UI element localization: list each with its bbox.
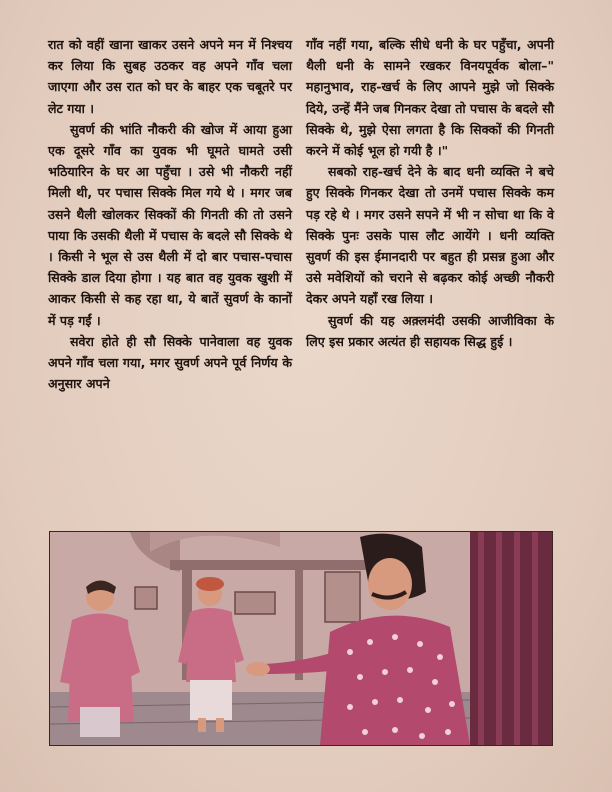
left-text-column <box>48 34 292 394</box>
story-illustration <box>49 531 553 746</box>
left-paragraph-2: सुवर्ण की भांति नौकरी की खोज में आया हुआ एक दूसरे गाँव का युवक भी घूमते घामते उसी भठियारिन के घर आ पहुँचा । उसे भी नौकरी नहीं मिली थी, पर पचास सिक्के मिल गये थे । मगर जब उसने थैली खोलकर सिक्कों की गिनती की तो उसने पाया कि उसकी थैली में पचास के बदले सौ सिक्के थे । किसी ने भूल से उस थैली में दो बार पचास-पचास सिक्के डाल दिया होगा । यह बात वह युवक खुशी में आकर किसी से कह रहा था, ये बातें सुवर्ण के कानों में पड़ गईं । <box>48 121 292 328</box>
left-paragraph-1: रात को वहीं खाना खाकर उसने अपने मन में निश्चय कर लिया कि सुबह उठकर वह अपने गाँव चला जाएगा और उस रात को घर के बाहर एक चबूतरे पर लेट गया । <box>48 37 292 116</box>
left-paragraph-3: सवेरा होते ही सौ सिक्के पानेवाला वह युवक अपने गाँव चला गया, मगर सुवर्ण अपने पूर्व निर्णय के अनुसार अपने <box>48 333 292 392</box>
right-paragraph-1: गाँव नहीं गया, बल्कि सीधे धनी के घर पहुँचा, अपनी थैली धनी के सामने रखकर विनयपूर्वक बोला–" महानुभाव, राह-खर्च के लिए आपने मुझे जो सिक्के दिये, उन्हें मैंने जब गिनकर देखा तो पचास के बदले सौ सिक्के थे, मुझे ऐसा लगता है कि सिक्कों की गिनती करने में कोई भूल हो गयी है ।" <box>306 37 554 159</box>
right-text-column <box>306 34 554 352</box>
scene-three-men-illustration <box>50 532 552 745</box>
right-paragraph-2: सबको राह-खर्च देने के बाद धनी व्यक्ति ने बचे हुए सिक्के गिनकर देखा तो उनमें पचास सिक्के कम पड़ रहे थे । मगर उसने सपने में भी न सोचा था कि वे सिक्के पुनः उसके पास लौट आयेंगे । धनी व्यक्ति सुवर्ण की इस ईमानदारी पर बहुत ही प्रसन्न हुआ और उसे मवेशियों को चराने से बढ़कर कोई अच्छी नौकरी देकर अपने यहाँ रख लिया । <box>306 164 554 307</box>
right-paragraph-3: सुवर्ण की यह अक़्लमंदी उसकी आजीविका के लिए इस प्रकार अत्यंत ही सहायक सिद्ध हुई । <box>306 312 554 349</box>
